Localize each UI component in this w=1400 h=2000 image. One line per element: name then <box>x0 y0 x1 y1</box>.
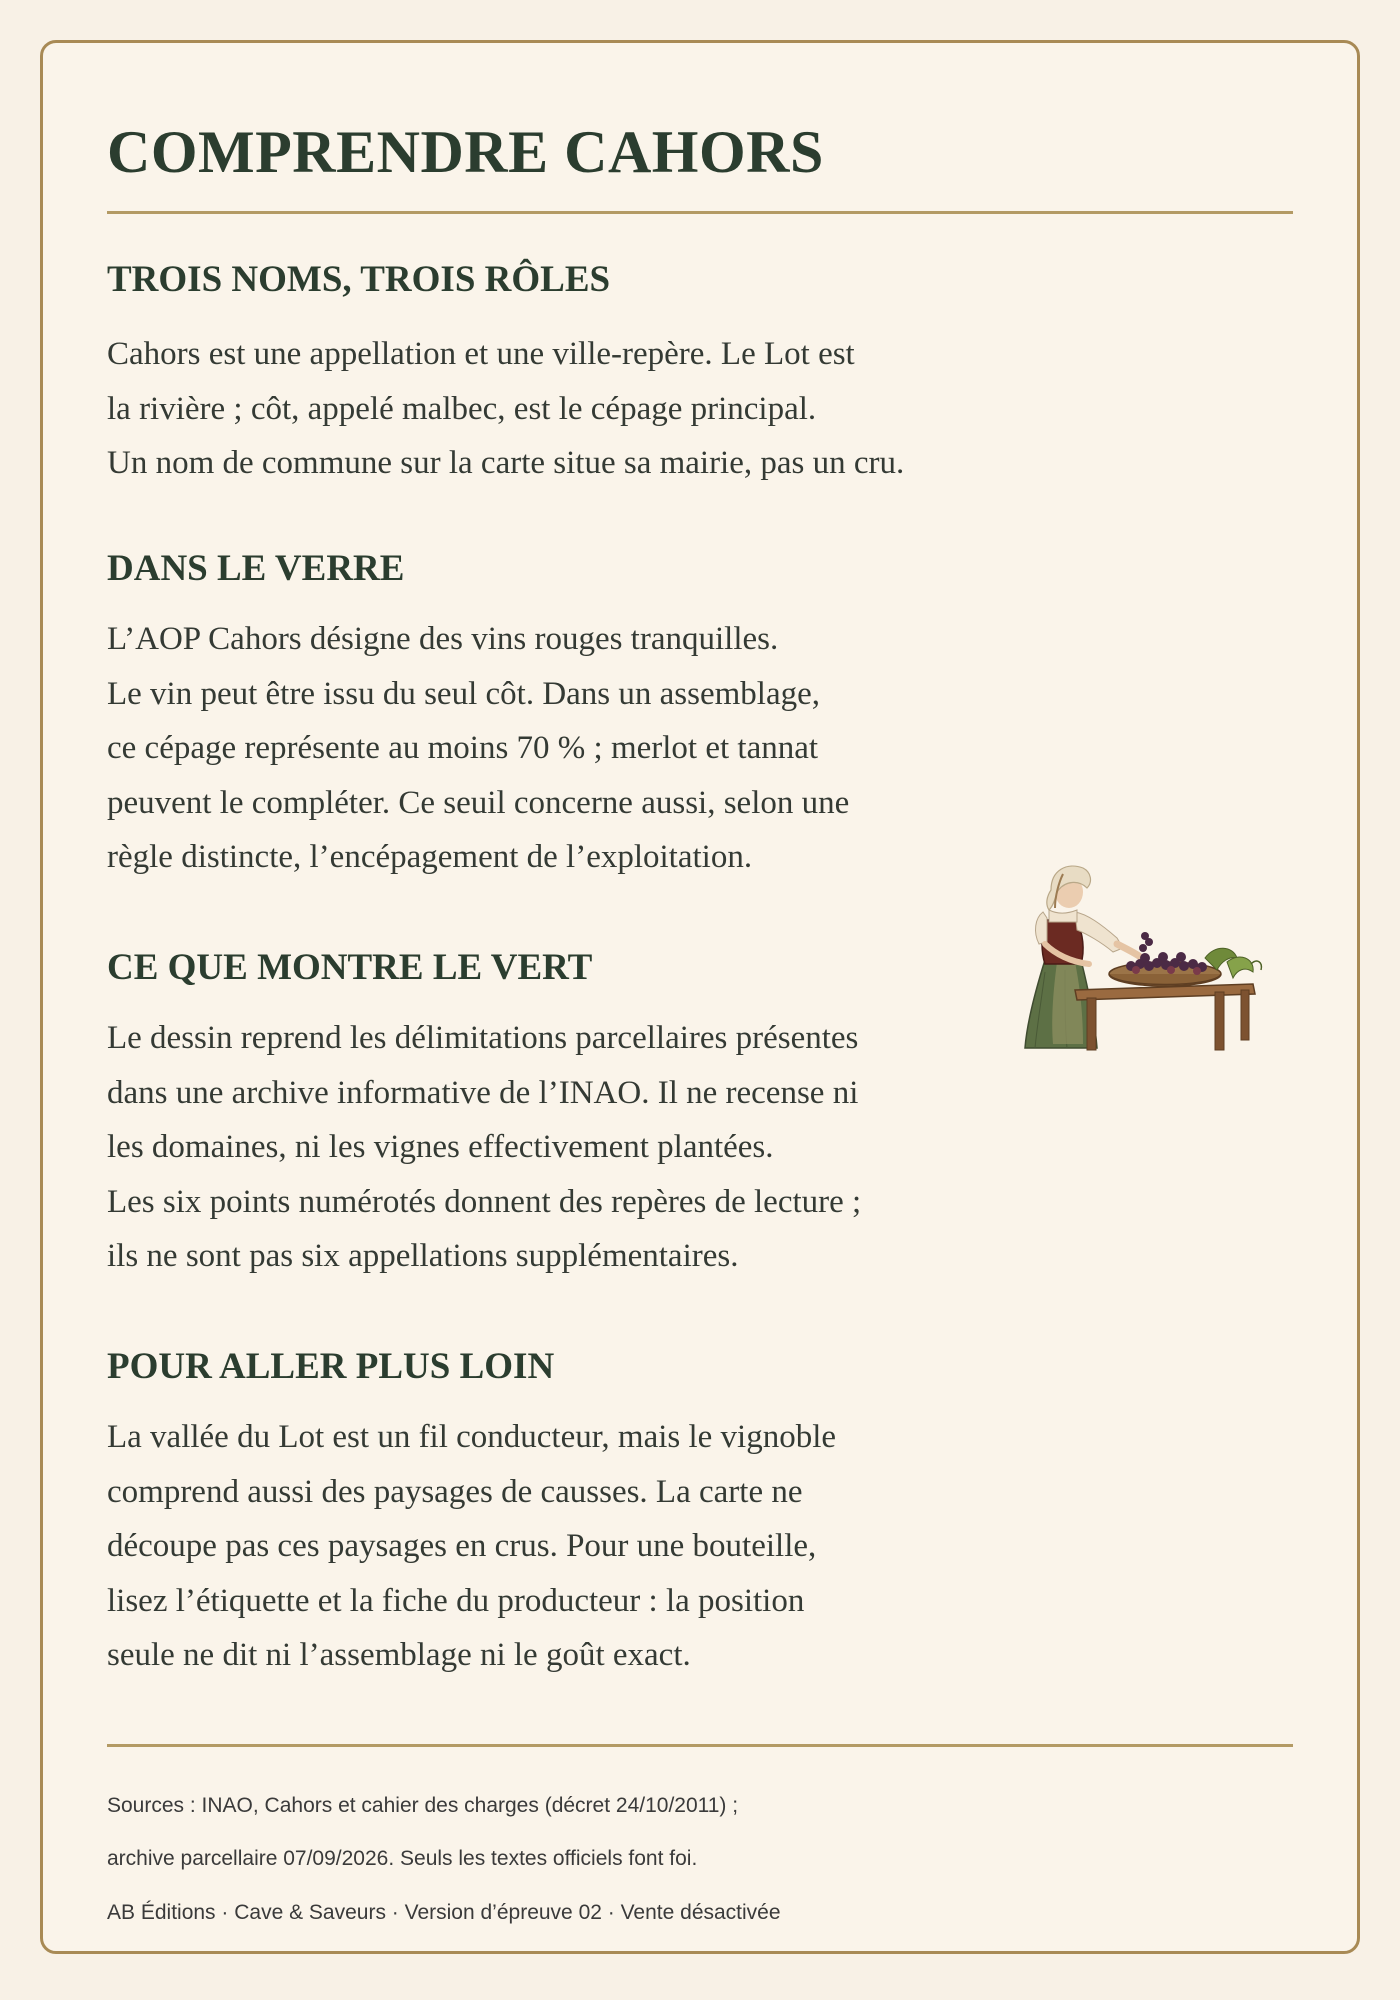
section-body-pour-aller-plus-loin <box>107 1410 836 1683</box>
section-heading-dans-le-verre: DANS LE VERRE <box>107 548 405 589</box>
page-title: COMPRENDRE CAHORS <box>107 119 824 185</box>
body-line: découpe pas ces paysages en crus. Pour une bouteille, <box>107 1528 817 1564</box>
body-line: seule ne dit ni l’assemblage ni le goût exact. <box>107 1637 691 1673</box>
body-line: comprend aussi des paysages de causses. La carte ne <box>107 1473 803 1510</box>
body-line: La vallée du Lot est un fil conducteur, mais le vignoble <box>107 1419 837 1455</box>
body-line: les domaines, ni les vignes effectivement plantées. <box>107 1129 774 1165</box>
body-line: dans une archive informative de l’INAO. Il ne recense ni <box>107 1074 859 1111</box>
body-line: peuvent le compléter. Ce seuil concerne aussi, selon une <box>107 784 850 821</box>
body-line: Le dessin reprend les délimitations parcellaires présentes <box>107 1020 859 1056</box>
section-body-trois-noms <box>107 327 904 491</box>
title-divider <box>107 211 1293 214</box>
section-heading-pour-aller-plus-loin: POUR ALLER PLUS LOIN <box>107 1346 555 1387</box>
body-line: L’AOP Cahors désigne des vins rouges tranquilles. <box>107 621 779 657</box>
body-line: Les six points numérotés donnent des repères de lecture ; <box>107 1183 862 1220</box>
footer-sources-line-2: archive parcellaire 07/09/2026. Seuls les textes officiels font foi. <box>107 1847 698 1870</box>
body-line: ce cépage représente au moins 70 % ; merlot et tannat <box>107 730 819 766</box>
body-line: lisez l’étiquette et la fiche du producteur : la position <box>107 1582 805 1619</box>
section-body-ce-que-montre-le-vert <box>107 1011 861 1284</box>
body-line: règle distincte, l’encépagement de l’exploitation. <box>107 839 753 875</box>
section-heading-trois-noms: TROIS NOMS, TROIS RÔLES <box>107 259 611 300</box>
section-body-dans-le-verre <box>107 612 849 885</box>
body-line: Cahors est une appellation et une ville-repère. Le Lot est <box>107 336 855 372</box>
footer-divider <box>107 1744 1293 1747</box>
body-line: Un nom de commune sur la carte situe sa mairie, pas un cru. <box>107 445 905 481</box>
footer-sources-line-1: Sources : INAO, Cahors et cahier des charges (décret 24/10/2011) ; <box>107 1794 739 1817</box>
body-line: ils ne sont pas six appellations supplémentaires. <box>107 1238 739 1274</box>
section-heading-ce-que-montre-le-vert: CE QUE MONTRE LE VERT <box>107 947 593 988</box>
body-line: Le vin peut être issu du seul côt. Dans un assemblage, <box>107 675 820 712</box>
body-line: la rivière ; côt, appelé malbec, est le cépage principal. <box>107 390 817 427</box>
footer-imprint: AB Éditions · Cave & Saveurs · Version d’épreuve 02 · Vente désactivée <box>107 1901 781 1924</box>
grape-harvest-woman-illustration <box>1005 852 1265 1057</box>
